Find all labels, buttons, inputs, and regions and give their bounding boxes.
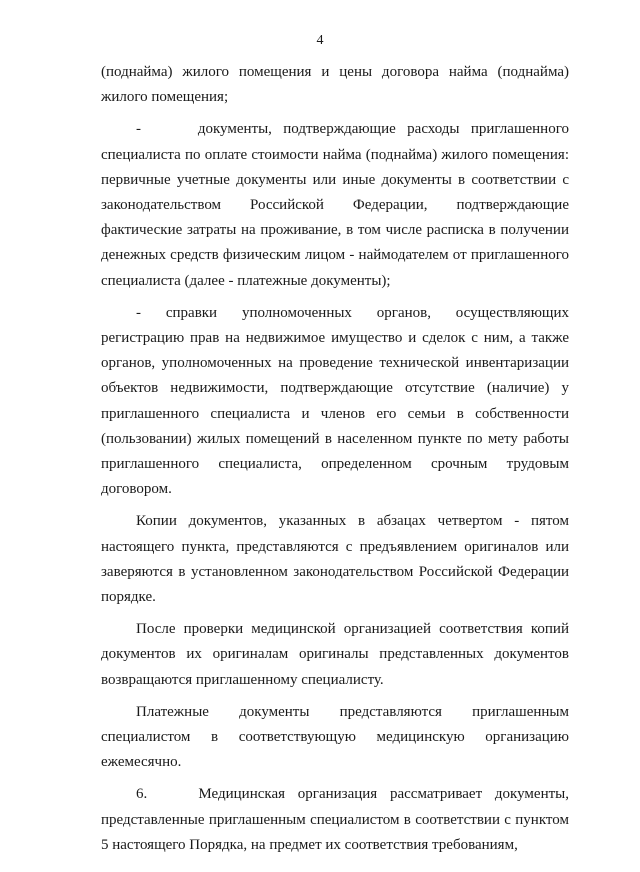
page-number: 4 (316, 33, 324, 48)
document-body (101, 60, 569, 865)
paragraph-continuation: (поднайма) жилого помещения и цены договора найма (поднайма) жилого помещения; (101, 64, 569, 106)
paragraph-certificates: - справки уполномоченных органов, осуществляющих регистрацию прав на недвижимое имущество и сделок с ним, а также органов, уполномоченных на проведение технической инвентаризации объектов недвижимости, подтверждающие отсутствие (наличие) у приглашенного специалиста и членов его семьи в собственности (пользовании) жилых помещений в населенном пункте по мету работы приглашенного специалиста, определенном срочным трудовым договором. (101, 304, 569, 498)
paragraph-monthly: Платежные документы представляются приглашенным специалистом в соответствующую медицинскую организацию ежемесячно. (101, 703, 569, 771)
paragraph-payment-documents: - документы, подтверждающие расходы приглашенного специалиста по оплате стоимости найма (поднайма) жилого помещения: первичные учетные документы или иные документы в соответствии с законодательством Российской Федерации, подтверждающие фактические затраты на проживание, в том числе расписка в получении денежных средств физическим лицом - наймодателем от приглашенного специалиста (далее - платежные документы); (101, 121, 569, 289)
paragraph-item-6: 6. Медицинская организация рассматривает документы, представленные приглашенным специалистом в соответствии с пунктом 5 настоящего Порядка, на предмет их соответствия требованиям, (101, 786, 569, 853)
paragraph-copies: Копии документов, указанных в абзацах четвертом - пятом настоящего пункта, представляются с предъявлением оригиналов или заверяются в установленном законодательством Российской Федерации порядке. (101, 513, 569, 606)
paragraph-verification: После проверки медицинской организацией соответствия копий документов их оригиналам оригиналы представленных документов возвращаются приглашенному специалисту. (101, 621, 569, 688)
